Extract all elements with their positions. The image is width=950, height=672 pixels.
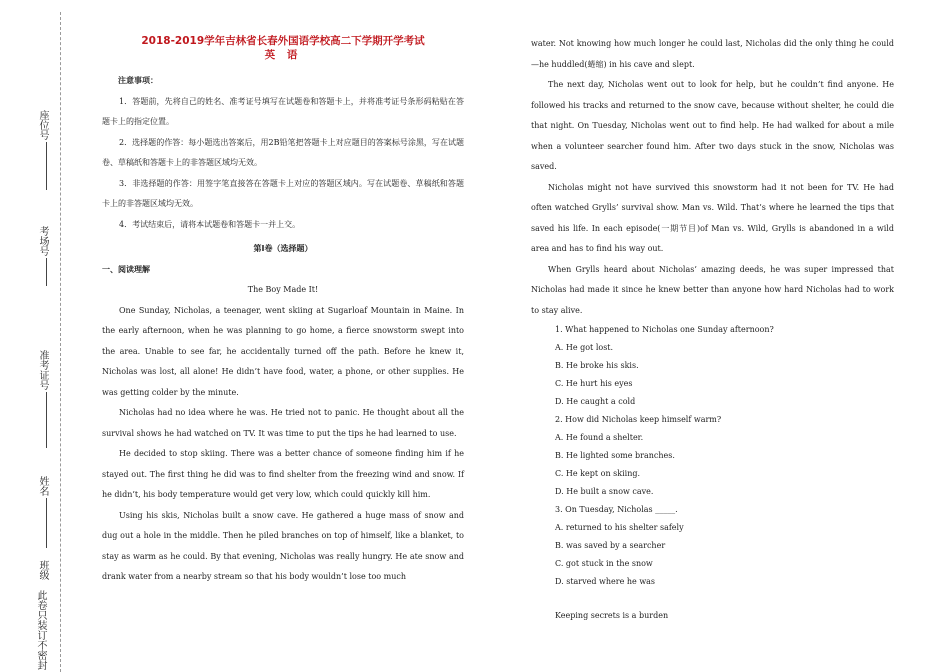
- section-title: 一、阅读理解: [102, 264, 150, 274]
- next-passage-title: Keeping secrets is a burden: [555, 611, 669, 620]
- admission-number-label: 准考证号: [37, 350, 48, 390]
- notice-item: 1．答题前，先将自己的姓名、准考证号填写在试题卷和答题卡上，并将准考证号条形码粘贴在答题卡上的指定位置。: [102, 96, 464, 126]
- notice-item: 2．选择题的作答：每小题选出答案后，用2B铅笔把答题卡上对应题目的答案标号涂黑，写在试题卷、草稿纸和答题卡上的非答题区域均无效。: [102, 137, 464, 167]
- passage-paragraph: One Sunday, Nicholas, a teenager, went skiing at Sugarloaf Mountain in Maine. In the early afternoon, when he was planning to go home, a fierce snowstorm swept into the area. Unable to see far, he accidentally turned off the path. Before he knew it, Nicholas was lost, all alone! He didn’t have food, water, a phone, or other supplies. He was getting colder by the minute.: [102, 305, 464, 397]
- class-field[interactable]: [36, 560, 58, 580]
- passage-paragraph: He decided to stop skiing. There was a better chance of someone finding him if he stayed out. The first thing he did was to find shelter from the freezing wind and snow. If he didn’t, his body temperature would get very low, which could quickly kill him.: [102, 449, 464, 499]
- answer-option: D. He built a snow cave.: [555, 487, 654, 496]
- name-field[interactable]: [36, 476, 58, 548]
- answer-option: D. He caught a cold: [555, 397, 636, 406]
- exam-room-blank[interactable]: [46, 258, 48, 286]
- exam-room-field[interactable]: [36, 226, 58, 286]
- answer-option: D. starved where he was: [555, 577, 656, 586]
- passage-continuation: water. Not knowing how much longer he could last, Nicholas did the only thing he could—he huddled(蜷缩) in his cave and slept.: [531, 39, 894, 69]
- answer-option: A. He found a shelter.: [555, 433, 644, 442]
- right-column: [531, 34, 894, 625]
- question-stem: 2. How did Nicholas keep himself warm?: [555, 415, 722, 424]
- seat-number-label: 座位号: [37, 110, 48, 140]
- answer-option: C. got stuck in the snow: [555, 559, 653, 568]
- admission-number-blank[interactable]: [46, 392, 48, 448]
- answer-option: B. He lighted some branches.: [555, 451, 675, 460]
- answer-option: A. returned to his shelter safely: [555, 523, 684, 532]
- notice-item: 3．非选择题的作答：用签字笔直接答在答题卡上对应的答题区域内。写在试题卷、草稿纸和答题卡上的非答题区域均无效。: [102, 178, 464, 208]
- exam-subject: 英 语: [264, 49, 302, 61]
- seat-number-field[interactable]: [36, 110, 58, 190]
- left-column: [102, 34, 464, 588]
- exam-title: 2018-2019学年吉林省长春外国语学校高二下学期开学考试: [141, 35, 425, 47]
- notice-item: 4．考试结束后，请将本试题卷和答题卡一并上交。: [119, 219, 301, 229]
- seal-notice: 此卷只装订不密封: [35, 590, 46, 670]
- exam-room-label: 考场号: [37, 226, 48, 256]
- class-label: 班级: [37, 560, 48, 580]
- admission-number-field[interactable]: [36, 350, 58, 448]
- part-title: 第Ⅰ卷（选择题）: [253, 244, 313, 253]
- passage-paragraph: Nicholas had no idea where he was. He tried not to panic. He thought about all the survival shows he had watched on TV. It was time to put the tips he had learned to use.: [102, 408, 464, 438]
- passage-title: The Boy Made It!: [247, 285, 319, 294]
- answer-option: A. He got lost.: [555, 343, 614, 352]
- name-blank[interactable]: [46, 498, 48, 548]
- question-stem: 1. What happened to Nicholas one Sunday afternoon?: [555, 325, 774, 334]
- passage-paragraph: When Grylls heard about Nicholas’ amazing deeds, he was super impressed that Nicholas had made it since he knew better than anyone how hard Nicholas had to work to stay alive.: [531, 264, 894, 315]
- answer-option: B. He broke his skis.: [555, 361, 639, 370]
- passage-paragraph: The next day, Nicholas went out to look for help, but he couldn’t find anyone. He followed his tracks and returned to the snow cave, because without shelter, he could die that night. On Tuesday, Nicholas went out to find help. He had walked for about a mile when a volunteer searcher found him. After two days stuck in the snow, Nicholas was saved.: [531, 80, 894, 171]
- passage-paragraph: Nicholas might not have survived this snowstorm had it not been for TV. He had often watched Grylls’ survival show. Man vs. Wild. That’s where he learned the tips that saved his life. In each episode(一期节目)of Man vs. Wild, Grylls is abandoned in a wild area and has to find his way out.: [531, 182, 894, 253]
- binding-margin: [0, 0, 90, 672]
- seat-number-blank[interactable]: [46, 142, 48, 190]
- answer-option: C. He kept on skiing.: [555, 469, 641, 478]
- notice-heading: 注意事项：: [118, 76, 158, 85]
- passage-paragraph: Using his skis, Nicholas built a snow cave. He gathered a huge mass of snow and dug out a hole in the middle. Then he piled branches on top of himself, like a blanket, to stay as warm as he could. By that evening, Nicholas was really hungry. He ate snow and drank water from a nearby stream so that his body wouldn’t lose too much: [102, 510, 464, 581]
- answer-option: B. was saved by a searcher: [555, 541, 666, 550]
- answer-option: C. He hurt his eyes: [555, 379, 633, 388]
- binding-line: [60, 12, 61, 672]
- name-label: 姓名: [37, 476, 48, 496]
- question-stem: 3. On Tuesday, Nicholas _____.: [555, 505, 678, 514]
